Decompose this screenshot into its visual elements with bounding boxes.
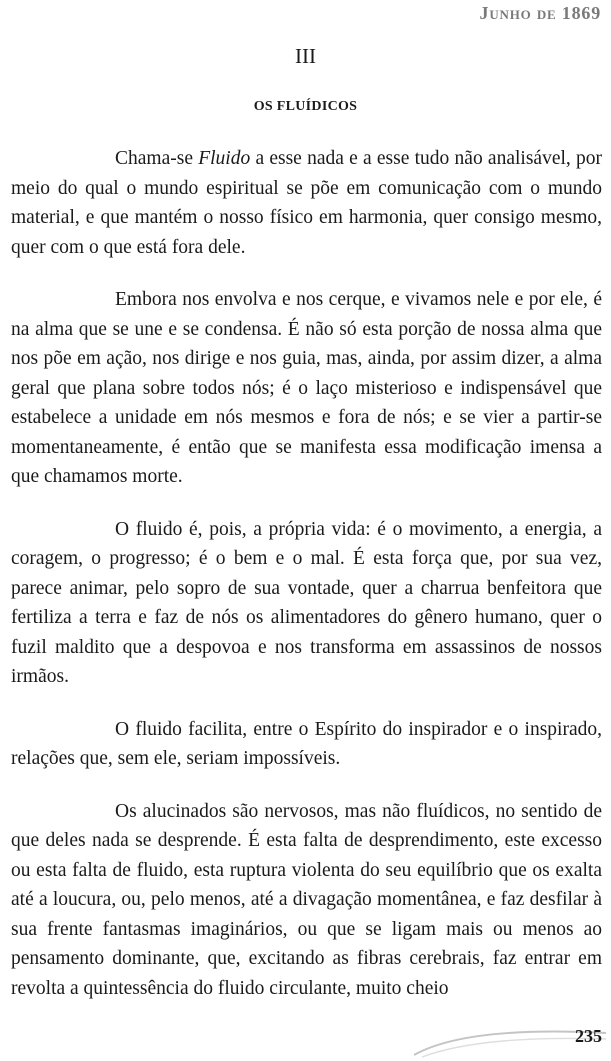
running-header: Junho de 1869 <box>479 3 601 23</box>
body-text <box>11 144 602 1033</box>
paragraph-3: O fluido é, pois, a própria vida: é o movimento, a energia, a coragem, o progresso; é o bem e o mal. É esta força que, por sua vez, parece animar, pelo sopro de sua vontade, quer a charrua benfeitora que fertiliza a terra e faz de nós os alimentadores do gênero humano, quer o fuzil maldito que a despovoa e nos transforma em assassinos de nossos irmãos. <box>11 518 602 687</box>
paragraph-1-rest: a esse nada e a esse tudo não analisável, por meio do qual o mundo espiritual se põe em comunicação com o mundo material, e que mantém o nosso físico em harmonia, quer consigo mesmo, quer com o que está fora dele. <box>11 148 602 258</box>
paragraph-1-lead: Chama-se <box>115 148 199 169</box>
paragraph-1-emphasis: Fluido <box>198 148 251 169</box>
page-number: 235 <box>575 1026 602 1046</box>
paragraph-4: O fluido facilita, entre o Espírito do inspirador e o inspirado, relações que, sem ele, seriam impossíveis. <box>11 718 602 769</box>
paragraph-1 <box>11 144 602 262</box>
paragraph-2: Embora nos envolva e nos cerque, e vivamos nele e por ele, é na alma que se une e se condensa. É não só esta porção de nossa alma que nos põe em ação, nos dirige e nos guia, mas, ainda, por assim dizer, a alma geral que plana sobre todos nós; é o laço misterioso e indispensável que estabelece a unidade em nós mesmos e fora de nós; e se vier a partir-se momentaneamente, é então que se manifesta essa modificação imensa a que chamamos morte. <box>11 289 602 487</box>
section-number: III <box>295 44 316 68</box>
article-title: OS FLUÍDICOS <box>253 99 358 114</box>
paragraph-5: Os alucinados são nervosos, mas não fluídicos, no sentido de que deles nada se desprende. É esta falta de desprendimento, este excesso ou esta falta de fluido, esta ruptura violenta do seu equilíbrio que os exalta até a loucura, ou, pelo menos, até a divagação momentânea, e faz desfilar à sua frente fantasmas imaginários, ou que se ligam mais ou menos ao pensamento dominante, que, excitando as fibras cerebrais, faz entrar em revolta a quintessência do fluido circulante, muito cheio <box>11 800 602 999</box>
